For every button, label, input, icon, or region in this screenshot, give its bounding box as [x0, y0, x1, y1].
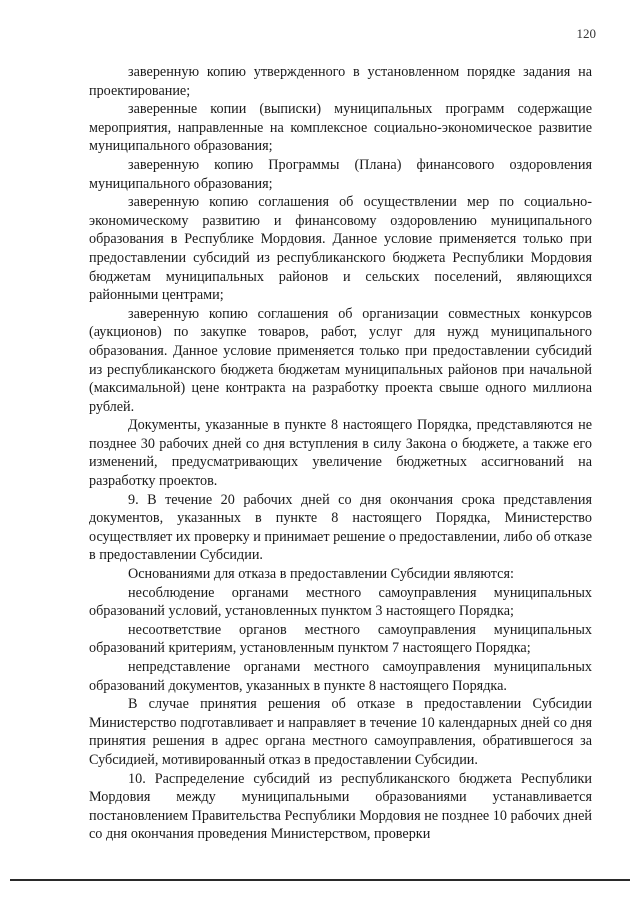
paragraph: Основаниями для отказа в предоставлении Субсидии являются: — [128, 566, 514, 583]
paragraph: несоблюдение органами местного самоуправления муниципальных образований условий, установленных пунктом 3 настоящего Порядка; — [89, 584, 592, 620]
paragraph: заверенную копию утвержденного в установленном порядке задания на проектирование; — [89, 64, 592, 99]
paragraph: заверенную копию соглашения об осуществлении мер по социально-экономическому развитию и финансовому оздоровлению муниципального образования в Республике Мордовия. Данное условие применяется только при предоставлении субсидий из республиканского бюджета Республики Мордовия бюджетам муниципальных районов и сельских поселений, являющихся районными центрами; — [89, 194, 592, 304]
paragraph: заверенную копию Программы (Плана) финансового оздоровления муниципального образования; — [89, 156, 592, 192]
paragraph: 9. В течение 20 рабочих дней со дня окончания срока представления документов, указанных в пункте 8 настоящего Порядка, Министерство осуществляет их проверку и принимает решение о предоставлении, либо об отказе в предоставлении Субсидии. — [89, 491, 592, 564]
bottom-rule — [10, 879, 630, 881]
paragraph: заверенную копию соглашения об организации совместных конкурсов (аукционов) по закупке товаров, работ, услуг для нужд муниципального образования. Данное условие применяется только при предоставлении субсидий из республиканского бюджета бюджетам муниципальных районов при начальной (максимальной) цене контракта на разработку проекта свыше одного миллиона рублей. — [89, 305, 592, 415]
paragraph: Документы, указанные в пункте 8 настоящего Порядка, представляются не позднее 30 рабочих дней со дня вступления в силу Закона о бюджете, а также его изменений, предусматривающих увеличение бюджетных ассигнований на разработку проектов. — [89, 417, 592, 490]
page-number: 120 — [576, 26, 596, 41]
paragraph: В случае принятия решения об отказе в предоставлении Субсидии Министерство подготавливает и направляет в течение 10 календарных дней со дня принятия решения в адрес органа местного самоуправления, обратившегося за Субсидией, мотивированный отказ в предоставлении Субсидии. — [89, 696, 592, 768]
paragraph: заверенные копии (выписки) муниципальных программ содержащие мероприятия, направленные на комплексное социально-экономическое развитие муниципального образования; — [89, 101, 592, 155]
paragraph: 10. Распределение субсидий из республиканского бюджета Республики Мордовия между муниципальными образованиями устанавливается постановлением Правительства Республики Мордовия не позднее 10 рабочих дней со дня окончания проведения Министерством, проверки — [89, 770, 592, 843]
paragraph: непредставление органами местного самоуправления муниципальных образований документов, указанных в пункте 8 настоящего Порядка. — [89, 659, 592, 694]
paragraph: несоответствие органов местного самоуправления муниципальных образований критериям, установленным пунктом 7 настоящего Порядка; — [89, 621, 592, 657]
body-text — [89, 63, 592, 844]
